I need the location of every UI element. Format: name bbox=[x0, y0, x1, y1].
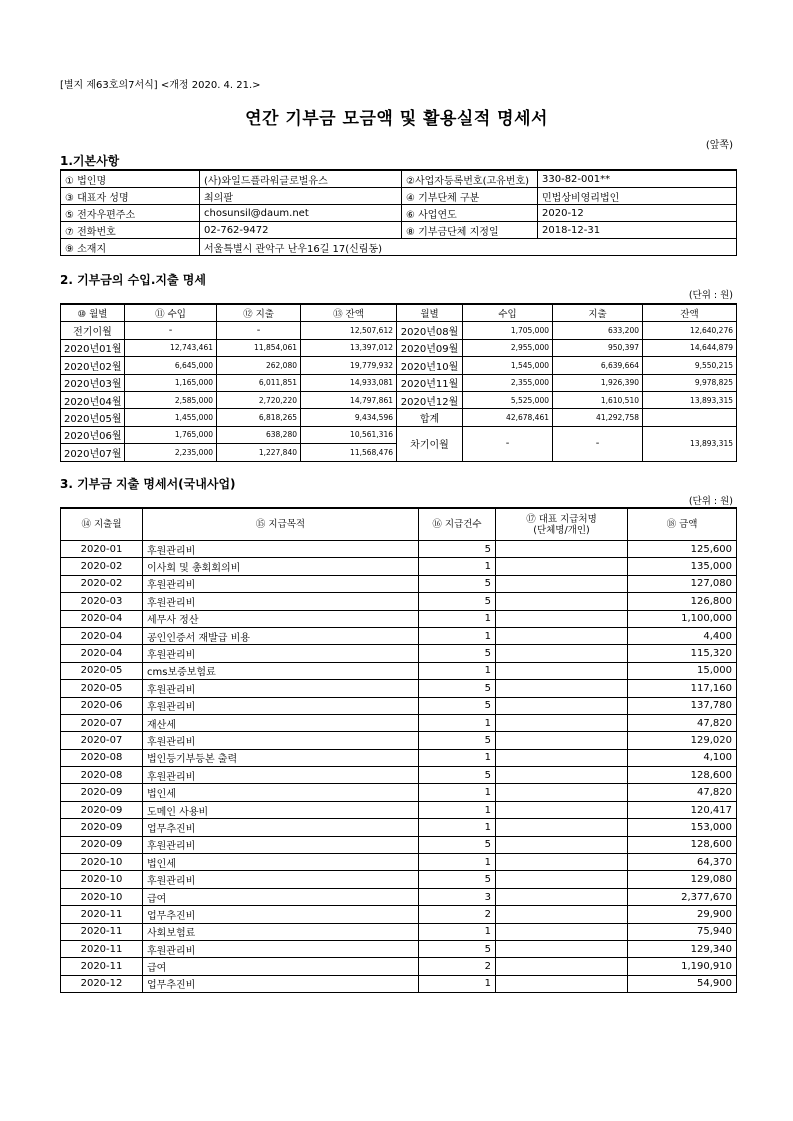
expense-recipient bbox=[496, 575, 628, 592]
expense-purpose: 세무사 정산 bbox=[143, 610, 419, 627]
expense-count: 5 bbox=[419, 645, 496, 662]
expense-row bbox=[61, 645, 737, 662]
income-cell: 1,455,000 bbox=[125, 409, 217, 426]
basic-info-row bbox=[61, 239, 737, 256]
expense-month: 2020-08 bbox=[61, 749, 143, 766]
expense-cell: 1,227,840 bbox=[217, 444, 301, 461]
balance-cell: 14,797,861 bbox=[301, 391, 397, 408]
expense-count: 1 bbox=[419, 819, 496, 836]
expense-amount: 120,417 bbox=[628, 801, 737, 818]
expense-amount: 47,820 bbox=[628, 784, 737, 801]
expense-recipient bbox=[496, 958, 628, 975]
expense-amount: 129,080 bbox=[628, 871, 737, 888]
basic-info-row bbox=[61, 170, 737, 188]
month-cell: 2020년05월 bbox=[61, 409, 125, 426]
expense-purpose: 후원관리비 bbox=[143, 680, 419, 697]
expense-count: 5 bbox=[419, 575, 496, 592]
month-cell: 2020년01월 bbox=[61, 339, 125, 356]
balance-cell: 14,933,081 bbox=[301, 374, 397, 391]
expense-recipient bbox=[496, 836, 628, 853]
expense-recipient bbox=[496, 680, 628, 697]
expense-amount: 137,780 bbox=[628, 697, 737, 714]
expense-month: 2020-02 bbox=[61, 558, 143, 575]
address-value: 서울특별시 관악구 난우16길 17(신림동) bbox=[200, 239, 737, 256]
expense-row bbox=[61, 680, 737, 697]
expense-count: 5 bbox=[419, 593, 496, 610]
income-cell: 42,678,461 bbox=[463, 409, 553, 426]
income-cell: 2,235,000 bbox=[125, 444, 217, 461]
expense-purpose: 후원관리비 bbox=[143, 940, 419, 957]
expense-row bbox=[61, 767, 737, 784]
expense-count: 5 bbox=[419, 680, 496, 697]
income-cell: 1,765,000 bbox=[125, 426, 217, 443]
field-label: ⑤ 전자우편주소 bbox=[61, 205, 200, 222]
expense-month: 2020-04 bbox=[61, 645, 143, 662]
expense-cell: - bbox=[217, 322, 301, 339]
expense-month: 2020-09 bbox=[61, 784, 143, 801]
expense-recipient bbox=[496, 645, 628, 662]
expense-recipient bbox=[496, 541, 628, 558]
expense-purpose: 후원관리비 bbox=[143, 767, 419, 784]
expense-purpose: 법인세 bbox=[143, 854, 419, 871]
expense-row bbox=[61, 627, 737, 644]
expense-recipient bbox=[496, 610, 628, 627]
income-cell: 2,585,000 bbox=[125, 391, 217, 408]
income-cell: 1,705,000 bbox=[463, 322, 553, 339]
expense-cell: 11,854,061 bbox=[217, 339, 301, 356]
field-label: ① 법인명 bbox=[61, 170, 200, 188]
expense-cell: 950,397 bbox=[553, 339, 643, 356]
expense-amount: 2,377,670 bbox=[628, 888, 737, 905]
income-cell: 1,165,000 bbox=[125, 374, 217, 391]
expense-purpose: 업무추진비 bbox=[143, 819, 419, 836]
field-label: ⑧ 기부금단체 지정일 bbox=[402, 222, 538, 239]
form-reference: [별지 제63호의7서식] <개정 2020. 4. 21.> bbox=[60, 80, 261, 91]
expense-count: 1 bbox=[419, 923, 496, 940]
expense-purpose: 후원관리비 bbox=[143, 575, 419, 592]
expense-count: 1 bbox=[419, 784, 496, 801]
expense-amount: 1,190,910 bbox=[628, 958, 737, 975]
expense-count: 3 bbox=[419, 888, 496, 905]
expense-purpose: 후원관리비 bbox=[143, 541, 419, 558]
expense-row bbox=[61, 975, 737, 992]
balance-cell: 13,893,315 bbox=[643, 391, 737, 408]
expense-purpose: 후원관리비 bbox=[143, 732, 419, 749]
expense-recipient bbox=[496, 923, 628, 940]
expense-count: 5 bbox=[419, 541, 496, 558]
expense-row bbox=[61, 836, 737, 853]
expense-month: 2020-09 bbox=[61, 836, 143, 853]
expense-purpose: 이사회 및 총회회의비 bbox=[143, 558, 419, 575]
balance-cell: 12,640,276 bbox=[643, 322, 737, 339]
field-value: 최의팔 bbox=[200, 188, 402, 205]
expense-row bbox=[61, 610, 737, 627]
expense-month: 2020-07 bbox=[61, 714, 143, 731]
balance-cell: 14,644,879 bbox=[643, 339, 737, 356]
expense-recipient bbox=[496, 732, 628, 749]
expense-recipient bbox=[496, 940, 628, 957]
expense-row bbox=[61, 714, 737, 731]
expense-cell: 6,639,664 bbox=[553, 357, 643, 374]
expense-purpose: 후원관리비 bbox=[143, 836, 419, 853]
income-unit-label: (단위 : 원) bbox=[688, 290, 733, 301]
expense-month: 2020-09 bbox=[61, 801, 143, 818]
expense-amount: 128,600 bbox=[628, 767, 737, 784]
income-cell: 12,743,461 bbox=[125, 339, 217, 356]
carryover-expense: - bbox=[553, 426, 643, 461]
expense-amount: 126,800 bbox=[628, 593, 737, 610]
expense-count: 5 bbox=[419, 732, 496, 749]
field-value: 2020-12 bbox=[538, 205, 737, 222]
expense-count: 5 bbox=[419, 871, 496, 888]
month-cell: 2020년04월 bbox=[61, 391, 125, 408]
expense-cell: 633,200 bbox=[553, 322, 643, 339]
expense-row bbox=[61, 923, 737, 940]
expense-amount: 117,160 bbox=[628, 680, 737, 697]
basic-info-table bbox=[60, 169, 737, 256]
expense-amount: 115,320 bbox=[628, 645, 737, 662]
expense-purpose: 후원관리비 bbox=[143, 697, 419, 714]
expense-row bbox=[61, 801, 737, 818]
expense-month: 2020-11 bbox=[61, 958, 143, 975]
expense-count: 1 bbox=[419, 662, 496, 679]
carryover-label: 차기이월 bbox=[397, 426, 463, 461]
expense-month: 2020-05 bbox=[61, 662, 143, 679]
expense-recipient bbox=[496, 888, 628, 905]
expense-row bbox=[61, 541, 737, 558]
field-value: chosunsil@daum.net bbox=[200, 205, 402, 222]
expense-count: 1 bbox=[419, 714, 496, 731]
expense-purpose: cms보증보험료 bbox=[143, 662, 419, 679]
expense-purpose: 업무추진비 bbox=[143, 975, 419, 992]
expense-count: 1 bbox=[419, 854, 496, 871]
expense-recipient bbox=[496, 871, 628, 888]
month-cell: 2020년08월 bbox=[397, 322, 463, 339]
expense-amount: 135,000 bbox=[628, 558, 737, 575]
expense-month: 2020-04 bbox=[61, 610, 143, 627]
expense-purpose: 공인인증서 재발급 비용 bbox=[143, 627, 419, 644]
column-header: 월별 bbox=[397, 304, 463, 322]
expense-cell: 41,292,758 bbox=[553, 409, 643, 426]
expense-row bbox=[61, 888, 737, 905]
basic-info-row bbox=[61, 188, 737, 205]
expense-purpose: 재산세 bbox=[143, 714, 419, 731]
balance-cell: 12,507,612 bbox=[301, 322, 397, 339]
expense-row bbox=[61, 558, 737, 575]
income-expense-table bbox=[60, 303, 737, 462]
expense-row bbox=[61, 819, 737, 836]
expense-recipient bbox=[496, 593, 628, 610]
expense-purpose: 법인등기부등본 출력 bbox=[143, 749, 419, 766]
income-row bbox=[61, 322, 737, 339]
expense-recipient bbox=[496, 801, 628, 818]
expense-amount: 153,000 bbox=[628, 819, 737, 836]
carryover-income: - bbox=[463, 426, 553, 461]
basic-info-row bbox=[61, 205, 737, 222]
expense-month: 2020-05 bbox=[61, 680, 143, 697]
expense-cell: 2,720,220 bbox=[217, 391, 301, 408]
expense-cell: 6,818,265 bbox=[217, 409, 301, 426]
expense-month: 2020-09 bbox=[61, 819, 143, 836]
expense-row bbox=[61, 940, 737, 957]
column-header: ⑬ 잔액 bbox=[301, 304, 397, 322]
expense-purpose: 사회보험료 bbox=[143, 923, 419, 940]
basic-section-heading: 1.기본사항 bbox=[60, 154, 120, 168]
expense-amount: 47,820 bbox=[628, 714, 737, 731]
expense-amount: 128,600 bbox=[628, 836, 737, 853]
expense-amount: 125,600 bbox=[628, 541, 737, 558]
expense-count: 1 bbox=[419, 975, 496, 992]
expense-section-heading: 3. 기부금 지출 명세서(국내사업) bbox=[60, 477, 236, 491]
income-row bbox=[61, 426, 737, 443]
expense-purpose: 업무추진비 bbox=[143, 906, 419, 923]
expense-month: 2020-10 bbox=[61, 854, 143, 871]
field-value: 민법상비영리법인 bbox=[538, 188, 737, 205]
balance-cell: 9,978,825 bbox=[643, 374, 737, 391]
carryover-balance: 13,893,315 bbox=[643, 426, 737, 461]
income-cell: - bbox=[125, 322, 217, 339]
field-value: 02-762-9472 bbox=[200, 222, 402, 239]
balance-cell: 19,779,932 bbox=[301, 357, 397, 374]
expense-count: 1 bbox=[419, 627, 496, 644]
field-label: ③ 대표자 성명 bbox=[61, 188, 200, 205]
expense-purpose: 후원관리비 bbox=[143, 645, 419, 662]
field-value: (사)와일드플라워글로벌유스 bbox=[200, 170, 402, 188]
expense-count: 1 bbox=[419, 801, 496, 818]
expense-count: 1 bbox=[419, 749, 496, 766]
expense-row bbox=[61, 575, 737, 592]
field-value: 330-82-001** bbox=[538, 170, 737, 188]
expense-amount: 129,340 bbox=[628, 940, 737, 957]
expense-month: 2020-12 bbox=[61, 975, 143, 992]
expense-recipient bbox=[496, 662, 628, 679]
expense-recipient bbox=[496, 749, 628, 766]
expense-month: 2020-11 bbox=[61, 906, 143, 923]
balance-cell: 13,397,012 bbox=[301, 339, 397, 356]
expense-cell: 6,011,851 bbox=[217, 374, 301, 391]
expense-count: 2 bbox=[419, 958, 496, 975]
expense-detail-table bbox=[60, 507, 737, 993]
expense-purpose: 후원관리비 bbox=[143, 593, 419, 610]
expense-row bbox=[61, 871, 737, 888]
balance-cell: 10,561,316 bbox=[301, 426, 397, 443]
expense-recipient bbox=[496, 558, 628, 575]
income-cell: 1,545,000 bbox=[463, 357, 553, 374]
expense-row bbox=[61, 906, 737, 923]
expense-count: 5 bbox=[419, 940, 496, 957]
expense-count: 1 bbox=[419, 558, 496, 575]
expense-month: 2020-10 bbox=[61, 888, 143, 905]
field-label: ⑦ 전화번호 bbox=[61, 222, 200, 239]
basic-info-row bbox=[61, 222, 737, 239]
expense-amount: 129,020 bbox=[628, 732, 737, 749]
expense-recipient bbox=[496, 854, 628, 871]
expense-count: 1 bbox=[419, 610, 496, 627]
expense-recipient bbox=[496, 767, 628, 784]
expense-cell: 1,610,510 bbox=[553, 391, 643, 408]
field-label: ②사업자등록번호(고유번호) bbox=[402, 170, 538, 188]
income-row bbox=[61, 409, 737, 426]
expense-amount: 1,100,000 bbox=[628, 610, 737, 627]
expense-month: 2020-04 bbox=[61, 627, 143, 644]
expense-amount: 4,400 bbox=[628, 627, 737, 644]
month-cell: 2020년03월 bbox=[61, 374, 125, 391]
document-title: 연간 기부금 모금액 및 활용실적 명세서 bbox=[245, 109, 548, 129]
income-row bbox=[61, 357, 737, 374]
balance-cell: 9,434,596 bbox=[301, 409, 397, 426]
expense-month: 2020-08 bbox=[61, 767, 143, 784]
month-cell: 2020년09월 bbox=[397, 339, 463, 356]
field-value: 2018-12-31 bbox=[538, 222, 737, 239]
expense-month: 2020-02 bbox=[61, 575, 143, 592]
expense-recipient bbox=[496, 975, 628, 992]
expense-purpose: 후원관리비 bbox=[143, 871, 419, 888]
expense-row bbox=[61, 958, 737, 975]
expense-amount: 4,100 bbox=[628, 749, 737, 766]
income-cell: 6,645,000 bbox=[125, 357, 217, 374]
page-side-label: (앞쪽) bbox=[705, 140, 733, 151]
column-header: 잔액 bbox=[643, 304, 737, 322]
month-cell: 2020년12월 bbox=[397, 391, 463, 408]
expense-month: 2020-01 bbox=[61, 541, 143, 558]
expense-row bbox=[61, 593, 737, 610]
column-header: ⑩ 월별 bbox=[61, 304, 125, 322]
income-cell: 2,955,000 bbox=[463, 339, 553, 356]
month-cell: 전기이월 bbox=[61, 322, 125, 339]
expense-month: 2020-07 bbox=[61, 732, 143, 749]
expense-cell: 638,280 bbox=[217, 426, 301, 443]
expense-row bbox=[61, 784, 737, 801]
expense-month: 2020-10 bbox=[61, 871, 143, 888]
field-label: ④ 기부단체 구분 bbox=[402, 188, 538, 205]
expense-recipient bbox=[496, 784, 628, 801]
column-header: ⑯ 지급건수 bbox=[419, 508, 496, 541]
expense-count: 5 bbox=[419, 836, 496, 853]
expense-row bbox=[61, 749, 737, 766]
income-section-heading: 2. 기부금의 수입.지출 명세 bbox=[60, 273, 206, 287]
expense-count: 2 bbox=[419, 906, 496, 923]
expense-row bbox=[61, 697, 737, 714]
month-cell: 2020년02월 bbox=[61, 357, 125, 374]
income-row bbox=[61, 339, 737, 356]
income-cell: 2,355,000 bbox=[463, 374, 553, 391]
expense-recipient bbox=[496, 697, 628, 714]
expense-amount: 75,940 bbox=[628, 923, 737, 940]
expense-amount: 64,370 bbox=[628, 854, 737, 871]
month-cell: 2020년06월 bbox=[61, 426, 125, 443]
expense-amount: 15,000 bbox=[628, 662, 737, 679]
expense-month: 2020-03 bbox=[61, 593, 143, 610]
column-header: 지출 bbox=[553, 304, 643, 322]
month-cell: 2020년10월 bbox=[397, 357, 463, 374]
expense-recipient bbox=[496, 627, 628, 644]
expense-month: 2020-11 bbox=[61, 923, 143, 940]
expense-purpose: 도메인 사용비 bbox=[143, 801, 419, 818]
expense-row bbox=[61, 662, 737, 679]
expense-cell: 1,926,390 bbox=[553, 374, 643, 391]
expense-amount: 127,080 bbox=[628, 575, 737, 592]
balance-cell: 11,568,476 bbox=[301, 444, 397, 461]
expense-unit-label: (단위 : 원) bbox=[688, 496, 733, 507]
expense-count: 5 bbox=[419, 697, 496, 714]
month-cell: 2020년07월 bbox=[61, 444, 125, 461]
column-header: ⑮ 지급목적 bbox=[143, 508, 419, 541]
balance-cell bbox=[643, 409, 737, 426]
income-row bbox=[61, 391, 737, 408]
column-header: ⑪ 수입 bbox=[125, 304, 217, 322]
expense-purpose: 급여 bbox=[143, 958, 419, 975]
expense-row bbox=[61, 732, 737, 749]
field-label: ⑥ 사업연도 bbox=[402, 205, 538, 222]
expense-recipient bbox=[496, 906, 628, 923]
column-header: ⑭ 지출월 bbox=[61, 508, 143, 541]
month-cell: 2020년11월 bbox=[397, 374, 463, 391]
month-cell: 합계 bbox=[397, 409, 463, 426]
column-header: ⑫ 지출 bbox=[217, 304, 301, 322]
column-header: ⑰ 대표 지급처명 (단체명/개인) bbox=[496, 508, 628, 541]
income-cell: 5,525,000 bbox=[463, 391, 553, 408]
expense-month: 2020-11 bbox=[61, 940, 143, 957]
expense-recipient bbox=[496, 714, 628, 731]
expense-row bbox=[61, 854, 737, 871]
balance-cell: 9,550,215 bbox=[643, 357, 737, 374]
expense-purpose: 법인세 bbox=[143, 784, 419, 801]
expense-month: 2020-06 bbox=[61, 697, 143, 714]
expense-cell: 262,080 bbox=[217, 357, 301, 374]
column-header: 수입 bbox=[463, 304, 553, 322]
expense-recipient bbox=[496, 819, 628, 836]
expense-count: 5 bbox=[419, 767, 496, 784]
expense-purpose: 급여 bbox=[143, 888, 419, 905]
expense-amount: 29,900 bbox=[628, 906, 737, 923]
income-row bbox=[61, 374, 737, 391]
expense-amount: 54,900 bbox=[628, 975, 737, 992]
address-label: ⑨ 소재지 bbox=[61, 239, 200, 256]
column-header: ⑱ 금액 bbox=[628, 508, 737, 541]
